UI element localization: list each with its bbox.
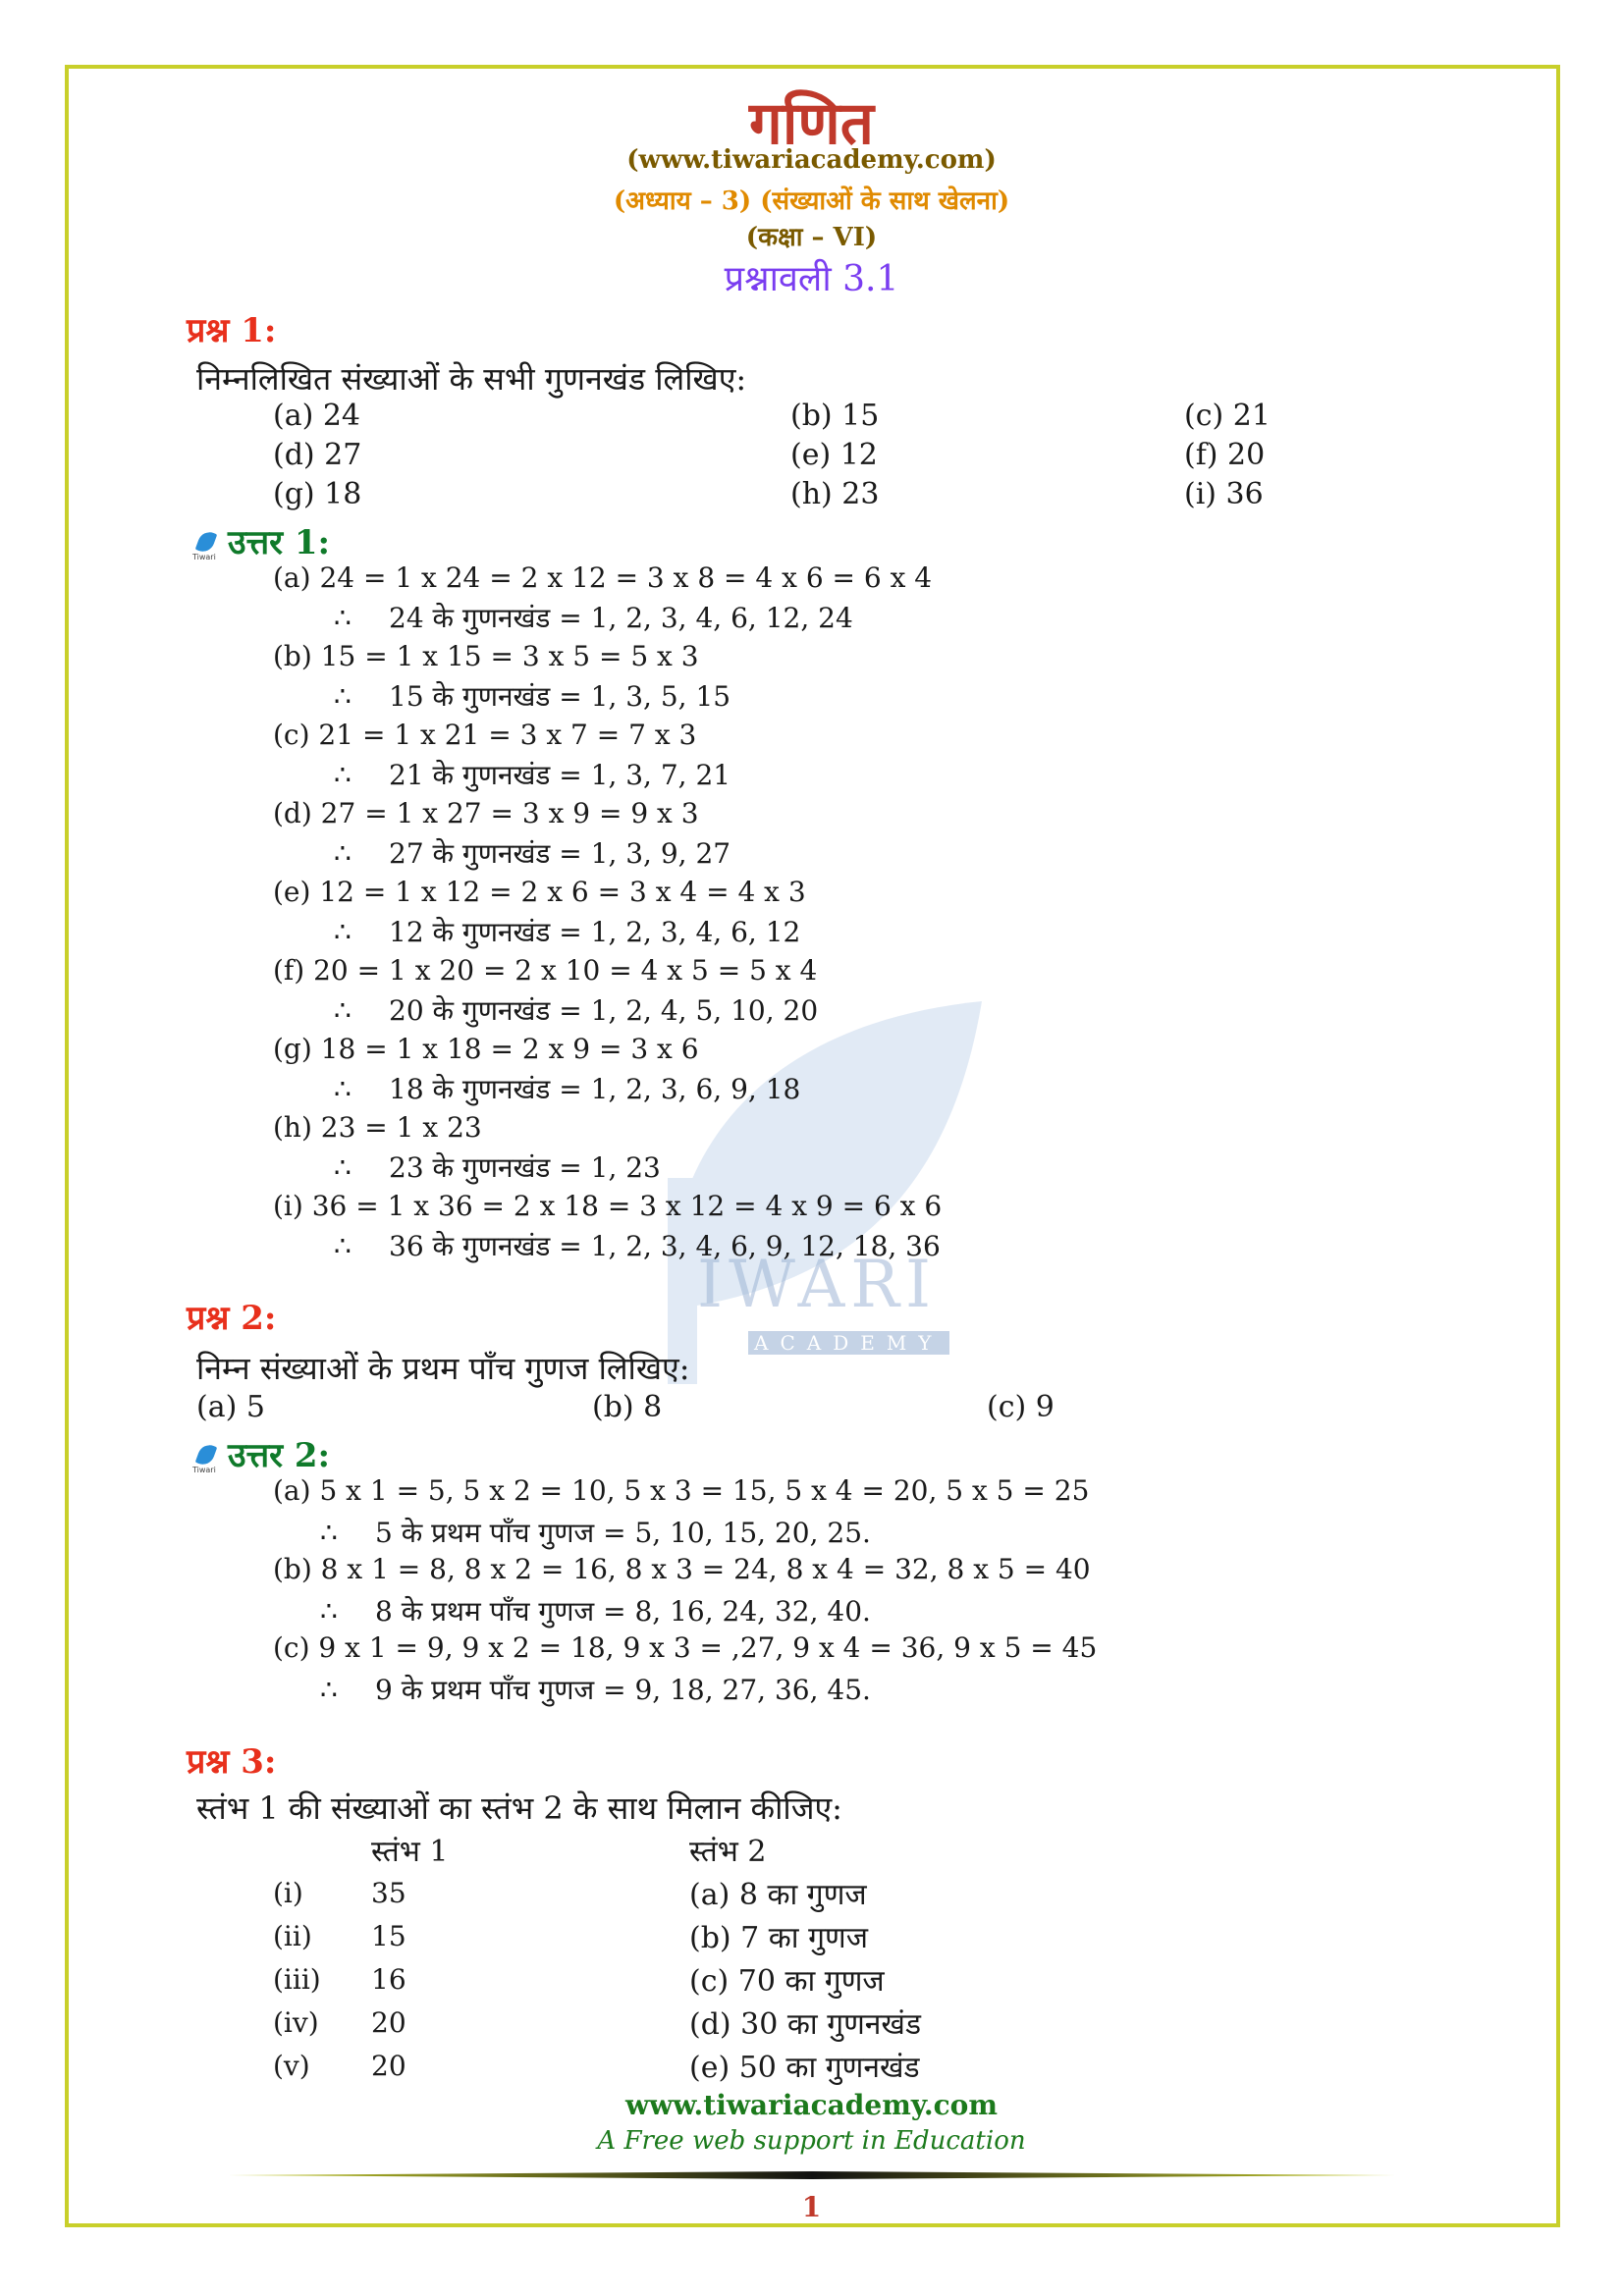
answer-result: ∴ 15 के गुणनखंड = 1, 3, 5, 15	[334, 680, 731, 713]
match-index: (iii)	[273, 1963, 321, 1996]
therefore-symbol: ∴	[334, 837, 352, 870]
q2-option: (c) 9	[987, 1390, 1055, 1424]
answer-1-heading: Tiwari उत्तर 1:	[192, 523, 331, 562]
q2-option: (b) 8	[592, 1390, 663, 1424]
answer-result: ∴ 21 के गुणनखंड = 1, 3, 7, 21	[334, 759, 731, 791]
therefore-symbol: ∴	[334, 680, 352, 713]
match-index: (ii)	[273, 1920, 312, 1952]
answer-line: (d) 27 = 1 x 27 = 3 x 9 = 9 x 3	[273, 797, 699, 829]
answer-result: ∴ 9 के प्रथम पाँच गुणज = 9, 18, 27, 36, 45.	[320, 1674, 871, 1706]
q1-option: (e) 12	[790, 438, 878, 472]
question-2-text: निम्न संख्याओं के प्रथम पाँच गुणज लिखिए:	[196, 1350, 690, 1387]
question-3-heading: प्रश्न 3:	[187, 1742, 277, 1782]
match-number: 16	[371, 1963, 406, 1996]
site-link[interactable]: (www.tiwariacademy.com)	[626, 145, 997, 175]
answer-result: ∴ 18 के गुणनखंड = 1, 2, 3, 6, 9, 18	[334, 1073, 801, 1105]
answer-line: (e) 12 = 1 x 12 = 2 x 6 = 3 x 4 = 4 x 3	[273, 876, 806, 908]
pen-logo-icon: Tiwari	[192, 531, 220, 559]
q1-option: (c) 21	[1184, 399, 1271, 433]
q1-option: (g) 18	[273, 477, 362, 511]
therefore-symbol: ∴	[334, 916, 352, 948]
answer-line: (h) 23 = 1 x 23	[273, 1111, 482, 1144]
match-option: (e) 50 का गुणनखंड	[689, 2051, 920, 2085]
answer-line: (b) 8 x 1 = 8, 8 x 2 = 16, 8 x 3 = 24, 8 x 4 = 32, 8 x 5 = 40	[273, 1553, 1091, 1585]
question-3-text: स्तंभ 1 की संख्याओं का स्तंभ 2 के साथ मिलान कीजिए:	[196, 1789, 842, 1827]
answer-2-heading: Tiwari उत्तर 2:	[192, 1436, 331, 1475]
q1-option: (a) 24	[273, 399, 361, 433]
answer-line: (i) 36 = 1 x 36 = 2 x 18 = 3 x 12 = 4 x 9 = 6 x 6	[273, 1190, 943, 1222]
match-number: 20	[371, 2050, 406, 2082]
answer-result: ∴ 12 के गुणनखंड = 1, 2, 3, 4, 6, 12	[334, 916, 801, 948]
column-1-header: स्तंभ 1	[371, 1835, 449, 1869]
answer-result: ∴ 20 के गुणनखंड = 1, 2, 4, 5, 10, 20	[334, 994, 819, 1027]
answer-line: (c) 21 = 1 x 21 = 3 x 7 = 7 x 3	[273, 719, 697, 751]
page-number: 1	[801, 2191, 822, 2223]
match-option: (b) 7 का गुणज	[689, 1921, 868, 1955]
q1-option: (i) 36	[1184, 477, 1264, 511]
answer-line: (a) 5 x 1 = 5, 5 x 2 = 10, 5 x 3 = 15, 5 x 4 = 20, 5 x 5 = 25	[273, 1474, 1090, 1507]
footer-tagline: A Free web support in Education	[597, 2126, 1026, 2156]
match-number: 35	[371, 1877, 406, 1909]
therefore-symbol: ∴	[334, 602, 352, 634]
answer-line: (g) 18 = 1 x 18 = 2 x 9 = 3 x 6	[273, 1033, 699, 1065]
class-label: (कक्षा – VI)	[745, 223, 878, 252]
q1-option: (f) 20	[1184, 438, 1266, 472]
q1-option: (h) 23	[790, 477, 880, 511]
answer-result: ∴ 27 के गुणनखंड = 1, 3, 9, 27	[334, 837, 731, 870]
therefore-symbol: ∴	[334, 1151, 352, 1184]
answer-result: ∴ 5 के प्रथम पाँच गुणज = 5, 10, 15, 20, 25.	[320, 1517, 871, 1549]
therefore-symbol: ∴	[334, 1230, 352, 1262]
pen-logo-icon: Tiwari	[192, 1444, 220, 1471]
therefore-symbol: ∴	[320, 1595, 338, 1628]
match-index: (iv)	[273, 2006, 319, 2039]
question-2-heading: प्रश्न 2:	[187, 1299, 277, 1338]
question-1-heading: प्रश्न 1:	[187, 311, 277, 350]
answer-result: ∴ 36 के गुणनखंड = 1, 2, 3, 4, 6, 9, 12, 18, 36	[334, 1230, 941, 1262]
match-number: 20	[371, 2006, 406, 2039]
q2-option: (a) 5	[196, 1390, 265, 1424]
q1-option: (b) 15	[790, 399, 880, 433]
answer-line: (b) 15 = 1 x 15 = 3 x 5 = 5 x 3	[273, 640, 699, 672]
match-number: 15	[371, 1920, 406, 1952]
match-option: (c) 70 का गुणज	[689, 1964, 885, 1999]
match-option: (a) 8 का गुणज	[689, 1878, 867, 1912]
match-option: (d) 30 का गुणनखंड	[689, 2007, 922, 2042]
therefore-symbol: ∴	[320, 1517, 338, 1549]
q1-option: (d) 27	[273, 438, 362, 472]
therefore-symbol: ∴	[334, 759, 352, 791]
answer-line: (a) 24 = 1 x 24 = 2 x 12 = 3 x 8 = 4 x 6 = 6 x 4	[273, 561, 933, 594]
chapter-label: (अध्याय – 3) (संख्याओं के साथ खेलना)	[613, 187, 1010, 216]
question-1-text: निम्नलिखित संख्याओं के सभी गुणनखंड लिखिए:	[196, 360, 747, 398]
match-index: (i)	[273, 1877, 303, 1909]
answer-line: (f) 20 = 1 x 20 = 2 x 10 = 4 x 5 = 5 x 4	[273, 954, 818, 987]
match-index: (v)	[273, 2050, 310, 2082]
footer-divider	[228, 2171, 1396, 2179]
page-title: गणित	[749, 89, 874, 158]
exercise-title: प्रश्नावली 3.1	[724, 259, 899, 299]
column-2-header: स्तंभ 2	[689, 1835, 767, 1869]
footer-site-link[interactable]: www.tiwariacademy.com	[625, 2089, 998, 2121]
answer-result: ∴ 23 के गुणनखंड = 1, 23	[334, 1151, 661, 1184]
therefore-symbol: ∴	[334, 994, 352, 1027]
watermark-text: IWARI	[697, 1247, 938, 1322]
answer-result: ∴ 8 के प्रथम पाँच गुणज = 8, 16, 24, 32, 40.	[320, 1595, 871, 1628]
therefore-symbol: ∴	[320, 1674, 338, 1706]
answer-line: (c) 9 x 1 = 9, 9 x 2 = 18, 9 x 3 = ,27, 9 x 4 = 36, 9 x 5 = 45	[273, 1631, 1098, 1664]
therefore-symbol: ∴	[334, 1073, 352, 1105]
answer-result: ∴ 24 के गुणनखंड = 1, 2, 3, 4, 6, 12, 24	[334, 602, 853, 634]
watermark-subtext: ACADEMY	[748, 1331, 949, 1355]
